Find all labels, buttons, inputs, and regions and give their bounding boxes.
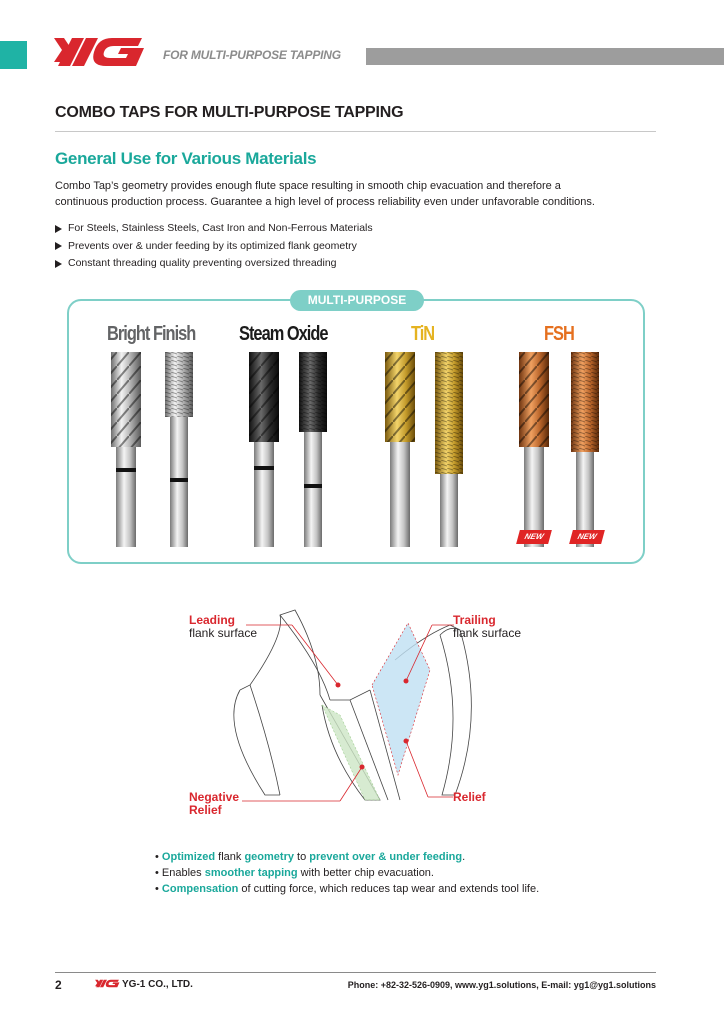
leading-subtitle: flank surface: [189, 626, 258, 640]
list-item: • Optimized flank geometry to prevent over & under feeding.: [155, 851, 466, 863]
tap-tin-spiral: [385, 352, 415, 547]
page-title: COMBO TAPS FOR MULTI-PURPOSE TAPPING: [55, 104, 404, 121]
highlight-text: Compensation: [161, 883, 239, 895]
body-text: Enables: [161, 867, 205, 879]
tap-fsh-spiral: [519, 352, 549, 547]
leading-label: [189, 614, 257, 640]
relief-title: Relief: [453, 790, 486, 804]
highlight-text: smoother tapping: [204, 867, 298, 879]
body-text: with better chip evacuation.: [297, 867, 434, 879]
feature-text: Constant threading quality preventing oversized threading: [68, 257, 337, 269]
triangle-bullet-icon: [55, 242, 62, 250]
feature-text: Prevents over & under feeding by its optimized flank geometry: [68, 239, 357, 252]
list-item: • Enables smoother tapping with better chip evacuation.: [155, 867, 434, 879]
list-item: • Compensation of cutting force, which reduces tap wear and extends tool life.: [155, 883, 540, 895]
benefit-list: [155, 849, 539, 897]
list-item: [55, 255, 373, 273]
tap-bright-straight: [165, 352, 193, 547]
yg-logo: [50, 38, 146, 66]
finish-label-tin: TiN: [411, 323, 435, 345]
title-divider: [55, 131, 656, 132]
new-badge: NEW: [569, 530, 605, 544]
trailing-title: Trailing: [453, 613, 496, 627]
negative-relief-label: [189, 791, 239, 817]
tap-illustrations: [69, 352, 629, 552]
tap-fsh-straight: [571, 352, 599, 547]
intro-line-1: Combo Tap’s geometry provides enough flute space resulting in smooth chip evacuation and therefore a: [55, 180, 561, 192]
list-item: [55, 238, 373, 256]
highlight-text: Optimized: [161, 851, 216, 863]
sub-heading: General Use for Various Materials: [55, 149, 317, 168]
header-bar: [366, 48, 724, 65]
tap-steam-spiral: [249, 352, 279, 547]
yg-footer-logo: [94, 979, 120, 988]
highlight-text: prevent over & under feeding: [309, 851, 463, 863]
multi-purpose-label: MULTI-PURPOSE: [290, 290, 424, 311]
company-name: YG-1 CO., LTD.: [122, 979, 193, 990]
trailing-subtitle: flank surface: [453, 626, 522, 640]
negative-title: Negative: [189, 790, 240, 804]
highlight-text: geometry: [244, 851, 294, 863]
tap-steam-straight: [299, 352, 327, 547]
footer-divider: [55, 972, 656, 973]
leading-title: Leading: [189, 613, 236, 627]
new-badge: NEW: [516, 530, 552, 544]
triangle-bullet-icon: [55, 225, 62, 233]
header-tagline: FOR MULTI-PURPOSE TAPPING: [163, 48, 341, 62]
intro-line-2: continuous production process. Guarantee a high level of process reliability even under unfavorable conditions.: [55, 196, 595, 208]
feature-text: For Steels, Stainless Steels, Cast Iron and Non-Ferrous Materials: [68, 222, 373, 234]
feature-list: [55, 220, 373, 273]
body-text: .: [462, 851, 466, 863]
triangle-bullet-icon: [55, 260, 62, 268]
list-item: [55, 220, 373, 238]
finish-label-steam-oxide: Steam Oxide: [239, 323, 328, 345]
body-text: to: [293, 851, 310, 863]
finish-label-fsh: FSH: [544, 323, 574, 345]
intro-paragraph: [55, 178, 665, 210]
finish-label-bright: Bright Finish: [107, 323, 196, 345]
body-text: flank: [215, 851, 245, 863]
negative-subtitle: Relief: [189, 803, 222, 817]
tap-tin-straight: [435, 352, 463, 547]
trailing-label: [453, 614, 521, 640]
relief-label: [453, 791, 486, 804]
contact-info: Phone: +82-32-526-0909, www.yg1.solutions, E-mail: yg1@yg1.solutions: [347, 980, 656, 990]
body-text: of cutting force, which reduces tap wear and extends tool life.: [238, 883, 540, 895]
tap-bright-spiral: [111, 352, 141, 547]
page-number: 2: [55, 978, 62, 992]
corner-tab: [0, 41, 27, 69]
